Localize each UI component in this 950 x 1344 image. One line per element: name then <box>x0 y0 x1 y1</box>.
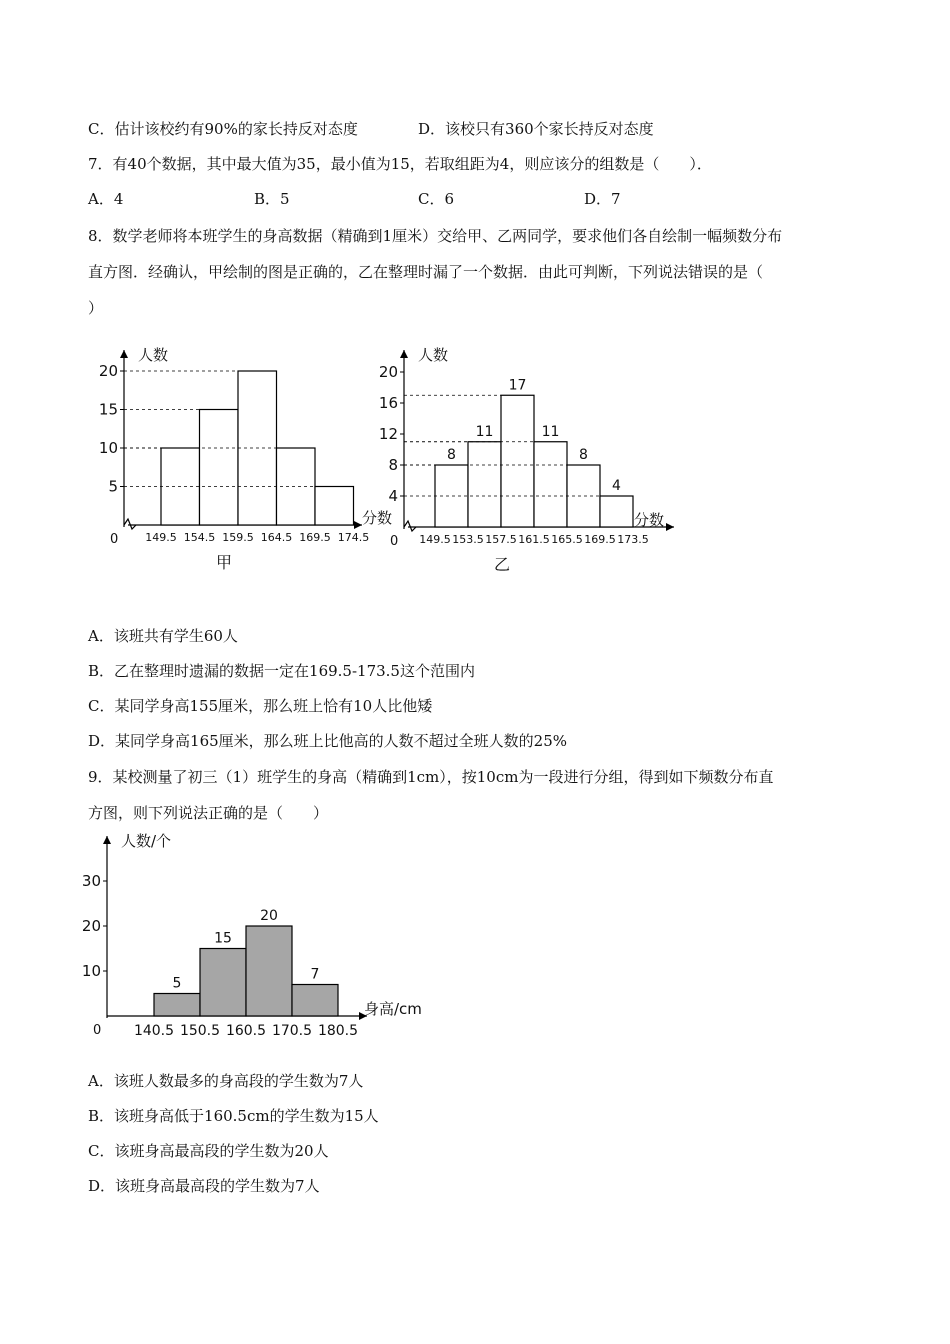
q7-option-d: D．7 <box>584 190 621 208</box>
x-tick-label: 165.5 <box>551 533 583 546</box>
bar-data-label: 11 <box>541 423 560 440</box>
origin-label: 0 <box>93 1023 102 1038</box>
x-tick-label: 180.5 <box>317 1023 359 1039</box>
bar-data-label: 11 <box>475 423 494 440</box>
histogram-bar <box>435 465 468 527</box>
histogram-bar <box>154 994 200 1017</box>
x-tick-label: 169.5 <box>299 531 331 544</box>
y-tick-label: 20 <box>81 917 101 935</box>
x-tick-label: 169.5 <box>584 533 616 546</box>
y-tick-label: 15 <box>98 400 118 419</box>
x-tick-label: 161.5 <box>518 533 550 546</box>
y-tick-label: 20 <box>378 363 398 381</box>
histogram-bar <box>468 442 501 527</box>
y-tick-label: 12 <box>378 425 398 443</box>
x-axis-label: 身高/cm <box>364 1000 422 1018</box>
y-axis-label: 人数/个 <box>121 832 172 850</box>
histogram-bar <box>534 442 567 527</box>
histogram-bar <box>246 926 292 1016</box>
x-axis-arrow <box>666 523 674 531</box>
q9-option-a: A．该班人数最多的身高段的学生数为7人 <box>88 1072 364 1090</box>
histogram-yi <box>378 340 692 580</box>
axis-break-mark <box>124 519 136 529</box>
bar-data-label: 17 <box>508 377 527 394</box>
y-tick-label: 30 <box>81 872 101 890</box>
x-tick-label: 173.5 <box>617 533 649 546</box>
bar-data-label: 5 <box>172 975 182 992</box>
bar-data-label: 8 <box>447 447 456 463</box>
q7-option-a: A．4 <box>88 190 124 208</box>
q9-stem-line1: 9．某校测量了初三（1）班学生的身高（精确到1cm），按10cm为一段进行分组，得到如下频数分布直 <box>88 768 774 786</box>
x-tick-label: 150.5 <box>179 1023 221 1039</box>
y-axis-label: 人数 <box>138 346 169 364</box>
x-axis-label: 分数 <box>634 511 665 529</box>
axis-break-mark <box>404 521 416 531</box>
chart-title: 乙 <box>493 555 511 574</box>
bar-data-label: 4 <box>612 478 621 494</box>
bar-data-label: 7 <box>310 966 320 983</box>
x-tick-label: 159.5 <box>222 531 254 544</box>
x-tick-label: 140.5 <box>133 1023 175 1039</box>
histogram-bar <box>292 985 338 1017</box>
q8-option-b: B．乙在整理时遗漏的数据一定在169.5-173.5这个范围内 <box>88 662 475 680</box>
q9-option-c: C．该班身高最高段的学生数为20人 <box>88 1142 329 1160</box>
y-tick-label: 4 <box>388 487 398 505</box>
bar-data-label: 20 <box>260 908 278 924</box>
x-tick-label: 149.5 <box>145 531 177 544</box>
y-axis-label: 人数 <box>418 346 449 364</box>
y-tick-label: 20 <box>98 362 118 380</box>
q8-option-d: D．某同学身高165厘米，那么班上比他高的人数不超过全班人数的25% <box>88 732 567 750</box>
histogram-bar <box>600 496 633 527</box>
y-tick-label: 8 <box>388 456 398 474</box>
q7-stem: 7．有40个数据，其中最大值为35，最小值为15，若取组距为4，则应该分的组数是（ ）． <box>88 155 712 173</box>
x-tick-label: 174.5 <box>337 531 370 544</box>
x-tick-label: 154.5 <box>183 531 216 544</box>
x-tick-label: 153.5 <box>452 533 484 546</box>
q8-option-a: A．该班共有学生60人 <box>88 627 238 645</box>
x-tick-label: 149.5 <box>419 533 451 546</box>
q7-option-b: B．5 <box>254 190 290 208</box>
x-tick-label: 157.5 <box>485 533 517 546</box>
origin-label: 0 <box>390 534 399 549</box>
q8-option-c: C．某同学身高155厘米，那么班上恰有10人比他矮 <box>88 697 433 715</box>
x-tick-label: 164.5 <box>260 531 293 544</box>
x-tick-label: 160.5 <box>225 1023 267 1039</box>
q7-option-c: C．6 <box>418 190 455 208</box>
x-axis-arrow <box>354 521 362 529</box>
histogram-bar <box>501 395 534 527</box>
q9-option-b: B．该班身高低于160.5cm的学生数为15人 <box>88 1107 379 1125</box>
y-tick-label: 10 <box>98 439 118 457</box>
histogram-bar <box>567 465 600 527</box>
q9-option-d: D．该班身高最高段的学生数为7人 <box>88 1177 320 1195</box>
q8-stem-line1: 8．数学老师将本班学生的身高数据（精确到1厘米）交给甲、乙两同学，要求他们各自绘制一幅频数分布 <box>88 227 783 245</box>
chart-title: 甲 <box>215 553 233 572</box>
q9-stem-line2: 方图，则下列说法正确的是（ ） <box>88 804 329 822</box>
y-axis-arrow <box>400 350 408 358</box>
histogram-height <box>82 828 422 1043</box>
histogram-bar <box>200 949 246 1017</box>
bar-data-label: 15 <box>214 930 232 947</box>
y-tick-label: 16 <box>378 394 398 412</box>
q6-option-c: C．估计该校约有90%的家长持反对态度 <box>88 120 358 138</box>
histogram-bar <box>200 410 239 526</box>
y-tick-label: 10 <box>81 962 101 980</box>
bar-data-label: 8 <box>579 447 588 463</box>
x-tick-label: 170.5 <box>271 1023 313 1039</box>
y-axis-arrow <box>103 836 111 844</box>
histogram-bar <box>315 487 354 526</box>
origin-label: 0 <box>110 532 119 547</box>
q8-stem-line2: 直方图．经确认，甲绘制的图是正确的，乙在整理时漏了一个数据．由此可判断，下列说法错误的是（ <box>88 263 764 281</box>
x-axis-label: 分数 <box>362 509 393 527</box>
q8-stem-line3: ） <box>88 299 104 317</box>
y-axis-arrow <box>120 350 128 358</box>
y-tick-label: 5 <box>108 477 118 496</box>
q6-option-d: D．该校只有360个家长持反对态度 <box>418 120 654 138</box>
